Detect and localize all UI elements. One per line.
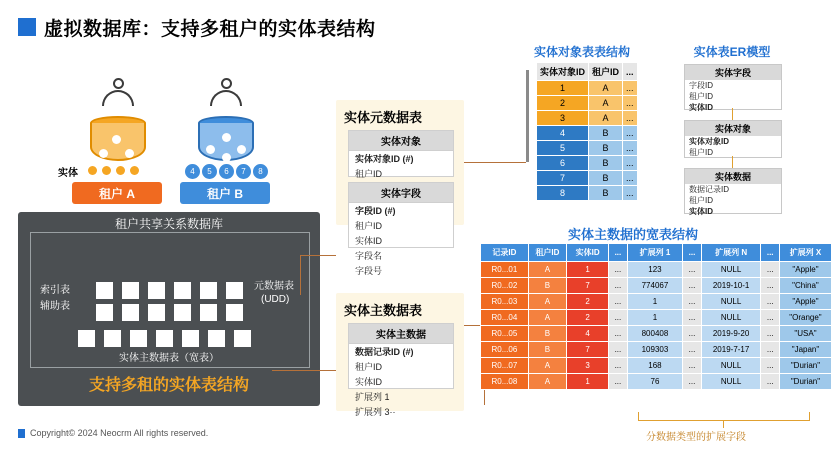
tenant-a-entity-chips <box>88 166 148 178</box>
udd-table-label-line1: 元数据表 <box>254 281 294 292</box>
table-header-row <box>481 244 832 262</box>
entity-field-card <box>348 182 454 276</box>
tenant-b-person-icon <box>204 78 248 112</box>
table-row: 2 A ... <box>537 96 638 111</box>
col-ext-n: 扩展列 N <box>701 244 761 262</box>
db-cell <box>200 304 217 321</box>
table-row: R0...01 A 1 ... 123 ... NULL ... "Apple" <box>481 262 832 278</box>
er-box-header: 实体字段 <box>685 65 781 80</box>
er-box-entity-field <box>684 64 782 110</box>
tenant-a-button[interactable]: 租户 A <box>72 182 162 204</box>
db-cell <box>174 282 191 299</box>
connector-obj-table <box>464 162 526 163</box>
tenant-b-node-graph-icon <box>206 133 248 161</box>
tenant-group <box>58 78 300 201</box>
col-tenant-id: 租户ID <box>589 63 623 81</box>
db-cell <box>130 330 147 347</box>
ext-fields-brace-stem <box>723 420 724 428</box>
entity-metadata-title: 实体元数据表 <box>344 110 423 125</box>
col-dots-2: ... <box>683 244 702 262</box>
db-cell <box>148 282 165 299</box>
ext-fields-note: 分数据类型的扩展字段 <box>646 432 746 443</box>
entity-main-data-field: 数据记录ID (#) <box>355 347 414 357</box>
er-field: 租户ID <box>689 196 713 205</box>
er-field: 租户ID <box>689 92 713 101</box>
er-field: 数据记录ID <box>689 185 729 194</box>
db-cell <box>122 304 139 321</box>
er-field: 租户ID <box>689 148 713 157</box>
entity-object-table <box>536 62 638 201</box>
er-box-header: 实体对象 <box>685 121 781 136</box>
er-connector-2 <box>732 156 733 168</box>
ext-fields-brace <box>638 412 810 421</box>
db-cell <box>226 304 243 321</box>
footer-accent-mark <box>18 429 25 438</box>
er-box-entity-object <box>684 120 782 158</box>
entity-main-data-field: 扩展列 3·· <box>355 407 396 417</box>
table-row: 7 B ... <box>537 171 638 186</box>
entity-field-item: 字段名 <box>355 251 383 261</box>
col-record-id: 记录ID <box>481 244 529 262</box>
entity-field-item: 实体ID <box>355 236 383 246</box>
entity-main-data-field: 扩展列 1 <box>355 392 390 402</box>
entity-label: 实体 <box>58 168 78 179</box>
page-title: 虚拟数据库：支持多租户的实体表结构 <box>44 19 376 40</box>
multi-tenant-structure-label: 支持多租的实体表结构 <box>88 377 249 394</box>
aux-table-label: 辅助表 <box>40 301 70 312</box>
page-header <box>18 14 818 44</box>
udd-table-label-line2: (UDD) <box>261 294 290 305</box>
connector-meta <box>300 255 336 256</box>
table-row: R0...02 B 7 ... 774067 ... 2019-10-1 ... "China" <box>481 278 832 294</box>
er-field: 实体ID <box>689 103 713 112</box>
entity-main-data-panel <box>336 293 464 417</box>
entity-object-field: 实体对象ID (#) <box>355 154 414 164</box>
er-field: 字段ID <box>689 81 713 90</box>
table-header-row <box>537 63 638 81</box>
tenant-b-entity-chips: 4 5 6 7 8 <box>185 164 271 180</box>
table-row: R0...03 A 2 ... 1 ... NULL ... "Apple" <box>481 294 832 310</box>
db-cell <box>156 330 173 347</box>
db-cell <box>148 304 165 321</box>
entity-wide-table <box>480 243 832 390</box>
entity-field-item: 字段号 <box>355 266 383 276</box>
db-cell <box>200 282 217 299</box>
entity-main-data-field: 租户ID <box>355 362 383 372</box>
tenant-a-person-icon <box>96 78 140 112</box>
db-cell <box>96 304 113 321</box>
entity-main-data-field: 实体ID <box>355 377 383 387</box>
db-cell <box>78 330 95 347</box>
db-cell <box>122 282 139 299</box>
db-cell <box>104 330 121 347</box>
col-tenant-id: 租户ID <box>528 244 566 262</box>
table-row: R0...04 A 2 ... 1 ... NULL ... "Orange" <box>481 310 832 326</box>
connector-obj-table-vertical <box>526 70 529 162</box>
tenant-a-node-graph-icon <box>99 135 139 161</box>
shared-db-title: 租户共享关系数据库 <box>114 217 223 231</box>
table-row: R0...06 B 7 ... 109303 ... 2019-7-17 ... "Japan" <box>481 342 832 358</box>
er-model-title: 实体表ER模型 <box>693 45 771 59</box>
table-row: 6 B ... <box>537 156 638 171</box>
col-entity-id: 实体ID <box>567 244 609 262</box>
db-cell <box>182 330 199 347</box>
entity-object-card-header: 实体对象 <box>349 131 453 151</box>
table-row: 8 B ... <box>537 186 638 201</box>
entity-field-card-header: 实体字段 <box>349 183 453 203</box>
entity-metadata-panel <box>336 100 464 276</box>
title-accent-mark <box>18 18 36 36</box>
col-dots-3: ... <box>761 244 780 262</box>
entity-object-field: 租户ID <box>355 169 383 179</box>
db-cell <box>96 282 113 299</box>
table-row: 1 A ... <box>537 81 638 96</box>
table-row: R0...07 A 3 ... 168 ... NULL ... "Durian" <box>481 358 832 374</box>
main-data-wide-table-label: 实体主数据表（宽表） <box>119 353 219 364</box>
tenant-b-button[interactable]: 租户 B <box>180 182 270 204</box>
col-ext-x: 扩展列 X <box>779 244 831 262</box>
table-row: R0...05 B 4 ... 800408 ... 2019-9-20 ... "USA" <box>481 326 832 342</box>
connector-meta-vertical <box>300 255 301 295</box>
entity-main-data-card <box>348 323 454 417</box>
er-field: 实体对象ID <box>689 137 729 146</box>
table-row: R0...08 A 1 ... 76 ... NULL ... "Durian" <box>481 374 832 390</box>
entity-object-table-title: 实体对象表表结构 <box>533 45 630 59</box>
col-ext-1: 扩展列 1 <box>627 244 683 262</box>
col-more: ... <box>623 63 638 81</box>
entity-object-card <box>348 130 454 177</box>
col-dots-1: ... <box>609 244 628 262</box>
entity-field-item: 字段ID (#) <box>355 206 396 216</box>
col-entity-object-id: 实体对象ID <box>537 63 589 81</box>
footer-copyright: Copyright© 2024 Neocrm All rights reserved. <box>30 428 209 438</box>
table-row: 3 A ... <box>537 111 638 126</box>
shared-relational-db-box <box>18 212 320 406</box>
index-table-label: 索引表 <box>40 285 70 296</box>
entity-main-data-title: 实体主数据表 <box>344 303 423 318</box>
entity-main-data-card-header: 实体主数据 <box>349 324 453 344</box>
er-field: 实体ID <box>689 207 713 216</box>
table-row: 5 B ... <box>537 141 638 156</box>
db-cell <box>174 304 191 321</box>
entity-field-item: 租户ID <box>355 221 383 231</box>
er-box-header: 实体数据 <box>685 169 781 184</box>
wide-table-title: 实体主数据的宽表结构 <box>568 227 699 242</box>
table-row: 4 B ... <box>537 126 638 141</box>
connector-main <box>272 370 336 371</box>
er-connector-1 <box>732 108 733 120</box>
db-cell <box>208 330 225 347</box>
er-box-entity-data <box>684 168 782 214</box>
db-cell <box>226 282 243 299</box>
db-cell <box>234 330 251 347</box>
